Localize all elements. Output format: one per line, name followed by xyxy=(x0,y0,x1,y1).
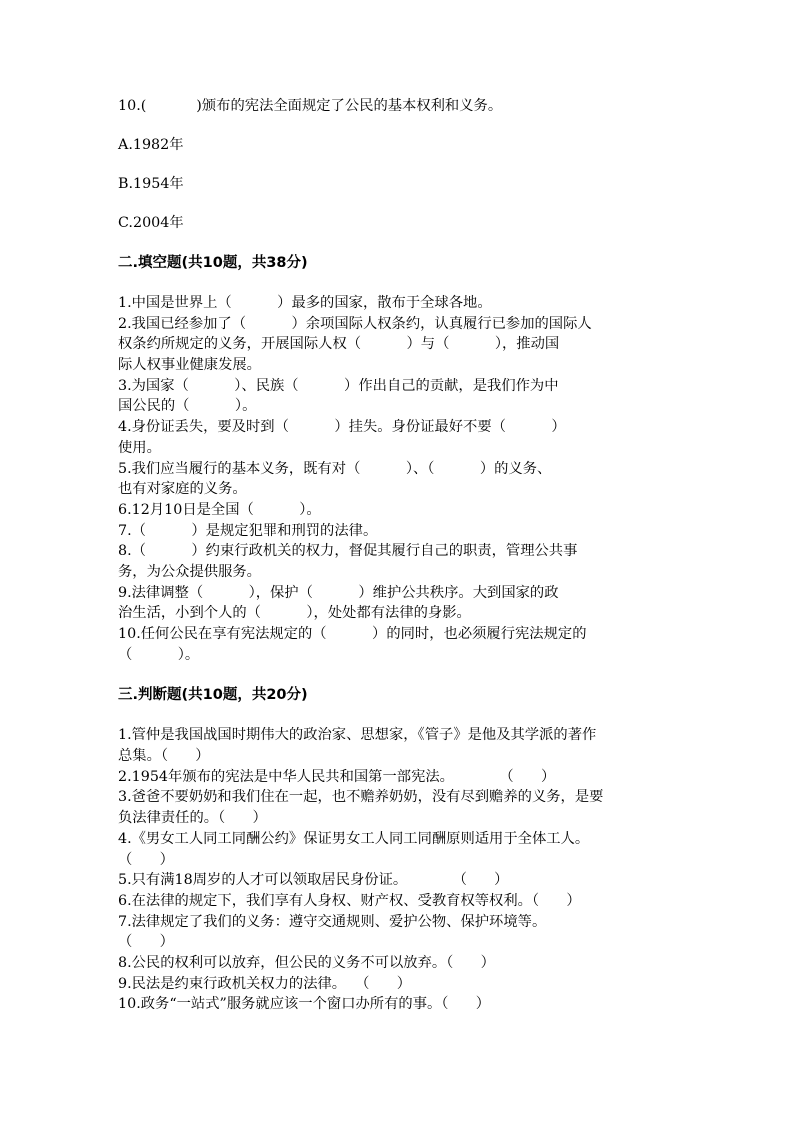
option-c: C.2004年 xyxy=(118,215,184,231)
option-b: B.1954年 xyxy=(118,176,184,192)
true-false-line: 3.爸爸不要奶奶和我们住在一起，也不赡养奶奶，没有尽到赡养的义务，是要 xyxy=(118,789,604,806)
fill-blank-line: 5.我们应当履行的基本义务，既有对（ ）、（ ）的义务、 xyxy=(118,460,552,477)
fill-blank-question-list xyxy=(118,293,678,665)
true-false-line: 8.公民的权利可以放弃，但公民的义务不可以放弃。（ ） xyxy=(118,954,495,971)
fill-blank-line: 7.（ ）是规定犯罪和刑罚的法律。 xyxy=(118,522,378,539)
fill-blank-line: 治生活，小到个人的（ ），处处都有法律的身影。 xyxy=(118,605,471,622)
true-false-line: 6.在法律的规定下，我们享有人身权、财产权、受教育权等权利。（ ） xyxy=(118,892,581,909)
choice-question-10 xyxy=(118,96,678,233)
fill-blank-line: 使用。 xyxy=(118,439,161,456)
fill-blank-line: 9.法律调整（ ），保护（ ）维护公共秩序。大到国家的政 xyxy=(118,584,559,601)
true-false-line: 总集。（ ） xyxy=(118,748,210,765)
true-false-line: 2.1954年颁布的宪法是中华人民共和国第一部宪法。 （ ） xyxy=(118,768,556,785)
fill-blank-line: 权条约所规定的义务，开展国际人权（ ）与（ ），推动国 xyxy=(118,336,560,353)
true-false-line: （ ） xyxy=(118,851,174,868)
true-false-question-list xyxy=(118,725,678,1015)
fill-blank-line: 8.（ ）约束行政机关的权力，督促其履行自己的职责，管理公共事 xyxy=(118,543,578,560)
fill-blank-line: 1.中国是世界上（ ）最多的国家，散布于全球各地。 xyxy=(118,295,492,311)
fill-blank-line: 10.任何公民在享有宪法规定的（ ）的同时，也必须履行宪法规定的 xyxy=(118,626,587,642)
true-false-line: 7.法律规定了我们的义务：遵守交通规则、爱护公物、保护环境等。 xyxy=(118,913,547,930)
true-false-line: 9.民法是约束行政机关权力的法律。 （ ） xyxy=(118,975,412,992)
question-stem: 10.( )颁布的宪法全面规定了公民的基本权利和义务。 xyxy=(118,98,503,114)
true-false-line: 负法律责任的。（ ） xyxy=(118,810,267,827)
fill-blank-line: 2.我国已经参加了（ ）余项国际人权条约，认真履行已参加的国际人 xyxy=(118,315,592,332)
true-false-line: 4.《男女工人同工同酬公约》保证男女工人同工同酬原则适用于全体工人。 xyxy=(118,830,590,847)
fill-blank-line: 务，为公众提供服务。 xyxy=(118,563,261,580)
true-false-line: 1.管仲是我国战国时期伟大的政治家、思想家，《管子》是他及其学派的著作 xyxy=(118,727,597,744)
fill-blank-line: （ ）。 xyxy=(118,646,200,663)
true-false-line: （ ） xyxy=(118,934,174,951)
option-a: A.1982年 xyxy=(118,137,184,153)
exam-page xyxy=(118,96,678,1015)
true-false-section-title: 三.判断题(共10题，共20分) xyxy=(118,687,308,704)
fill-blank-line: 3.为国家（ ）、民族（ ）作出自己的贡献，是我们作为中 xyxy=(118,377,559,394)
fill-blank-line: 际人权事业健康发展。 xyxy=(118,357,261,374)
fill-blank-line: 4.身份证丢失，要及时到（ ）挂失。身份证最好不要（ ） xyxy=(118,419,566,436)
fill-blank-section-title: 二.填空题(共10题，共38分) xyxy=(118,255,308,271)
fill-blank-line: 也有对家庭的义务。 xyxy=(118,481,247,498)
fill-blank-line: 国公民的（ ）。 xyxy=(118,398,257,415)
true-false-line: 5.只有满18周岁的人才可以领取居民身份证。 （ ） xyxy=(118,872,509,889)
fill-blank-line: 6.12月10日是全国（ ）。 xyxy=(118,501,321,518)
true-false-line: 10.政务“一站式”服务就应该一个窗口办所有的事。（ ） xyxy=(118,996,491,1013)
